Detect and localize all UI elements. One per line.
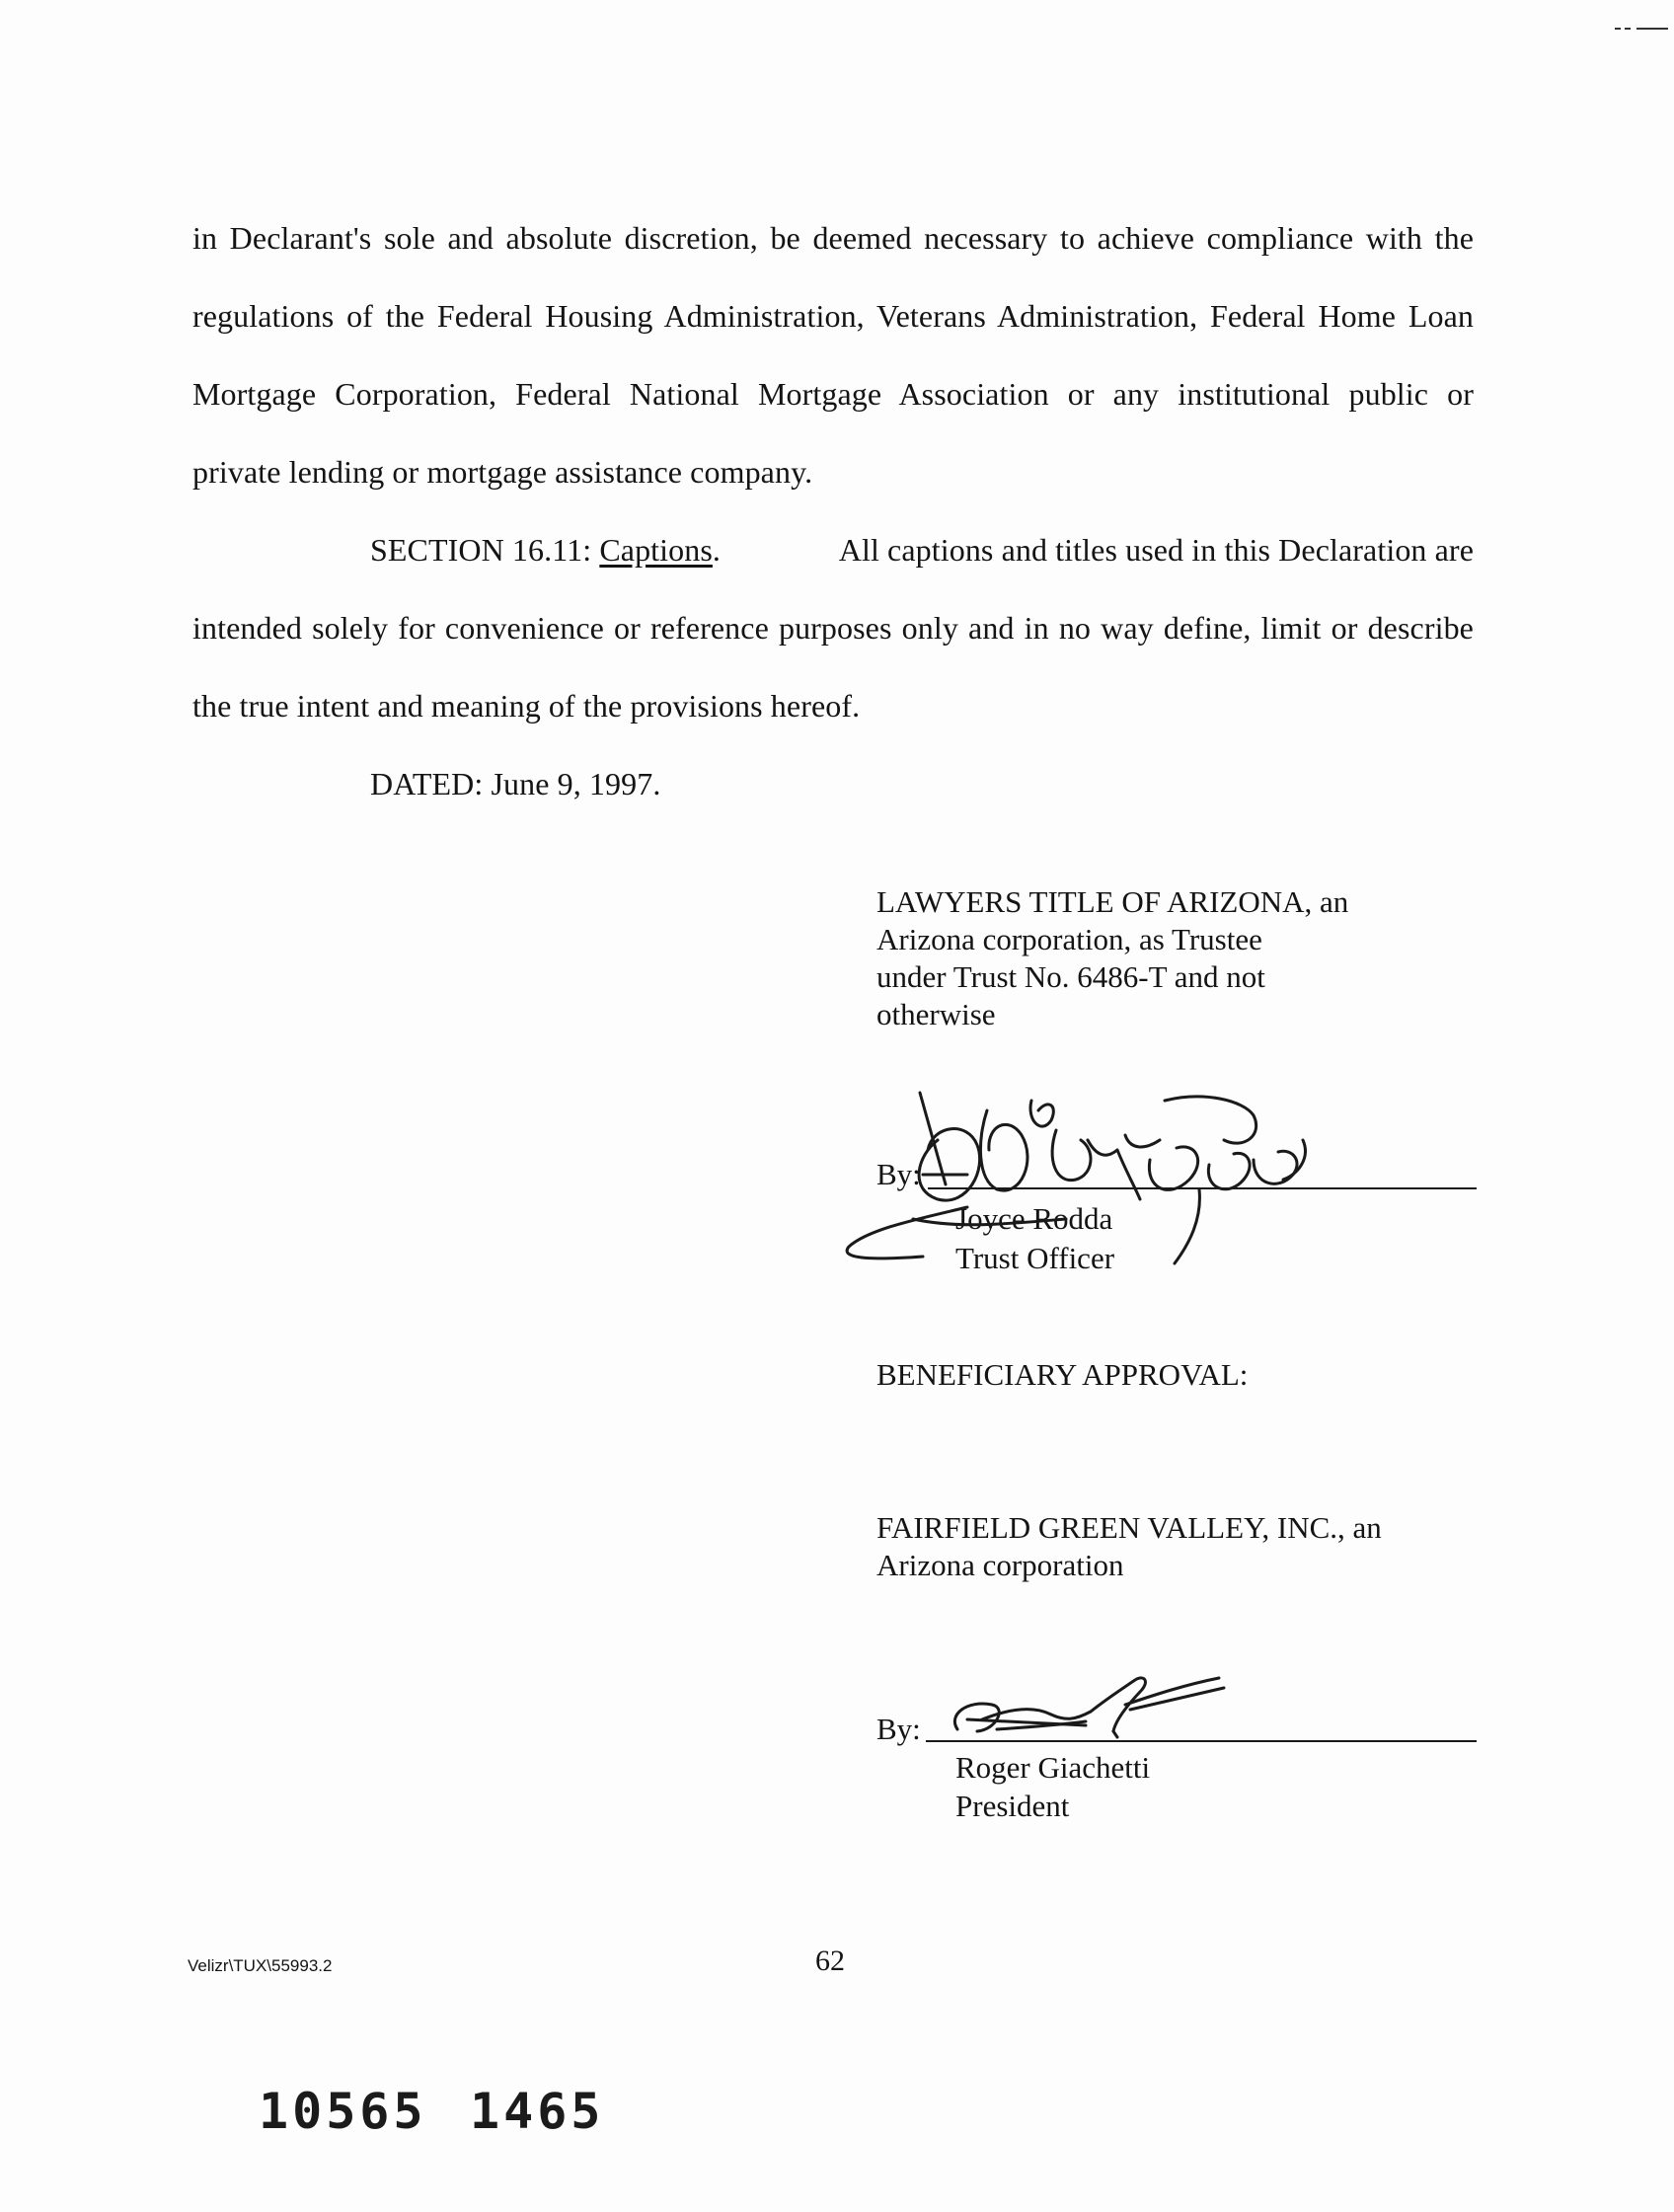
trustee-signature-line [928, 1187, 1477, 1189]
trustee-by-label: By: [876, 1157, 921, 1191]
section-caption: Captions [599, 532, 713, 568]
beneficiary-handwritten-signature [938, 1660, 1254, 1749]
beneficiary-signer-title: President [955, 1789, 1070, 1823]
trustee-signer-title: Trust Officer [955, 1241, 1115, 1275]
section-line-1-rest: All captions and titles used in this Declaration are [838, 532, 1474, 568]
caption-period: . [712, 532, 722, 568]
beneficiary-by-label: By: [876, 1712, 921, 1746]
beneficiary-line-2: Arizona corporation [876, 1548, 1124, 1582]
section-label: SECTION 16.11: [370, 532, 592, 568]
page-number: 62 [815, 1945, 845, 1977]
section-line-2: intended solely for convenience or reference purposes only and in no way define, limit or describe [192, 610, 1474, 646]
section-line-3: the true intent and meaning of the provisions hereof. [192, 688, 861, 724]
beneficiary-signature-line [926, 1740, 1477, 1742]
beneficiary-signer-name: Roger Giachetti [955, 1750, 1151, 1785]
beneficiary-block [876, 1509, 1382, 1584]
dated-line: DATED: June 9, 1997. [370, 766, 661, 801]
trustee-line-3: under Trust No. 6486-T and not [876, 959, 1265, 994]
trustee-line-2: Arizona corporation, as Trustee [876, 922, 1262, 956]
body-line-3: Mortgage Corporation, Federal National Mortgage Association or any institutional public or [192, 376, 1474, 412]
recording-number: 10565 [259, 2083, 427, 2140]
document-id: Velizr\TUX\55993.2 [188, 1956, 333, 1975]
section-16-11-heading [370, 530, 1474, 570]
trustee-line-1: LAWYERS TITLE OF ARIZONA, an [876, 884, 1349, 919]
recording-page: 1465 [470, 2083, 605, 2140]
beneficiary-line-1: FAIRFIELD GREEN VALLEY, INC., an [876, 1510, 1382, 1545]
corner-scan-mark [1615, 28, 1668, 30]
trustee-block [876, 883, 1348, 1033]
body-line-4: private lending or mortgage assistance company. [192, 454, 813, 490]
trustee-line-4: otherwise [876, 997, 996, 1031]
body-line-1: in Declarant's sole and absolute discretion, be deemed necessary to achieve compliance with the [192, 220, 1474, 256]
beneficiary-heading: BENEFICIARY APPROVAL: [876, 1357, 1249, 1392]
body-line-2: regulations of the Federal Housing Administration, Veterans Administration, Federal Home Loan [192, 298, 1474, 334]
trustee-signer-name: Joyce Rodda [955, 1201, 1113, 1236]
